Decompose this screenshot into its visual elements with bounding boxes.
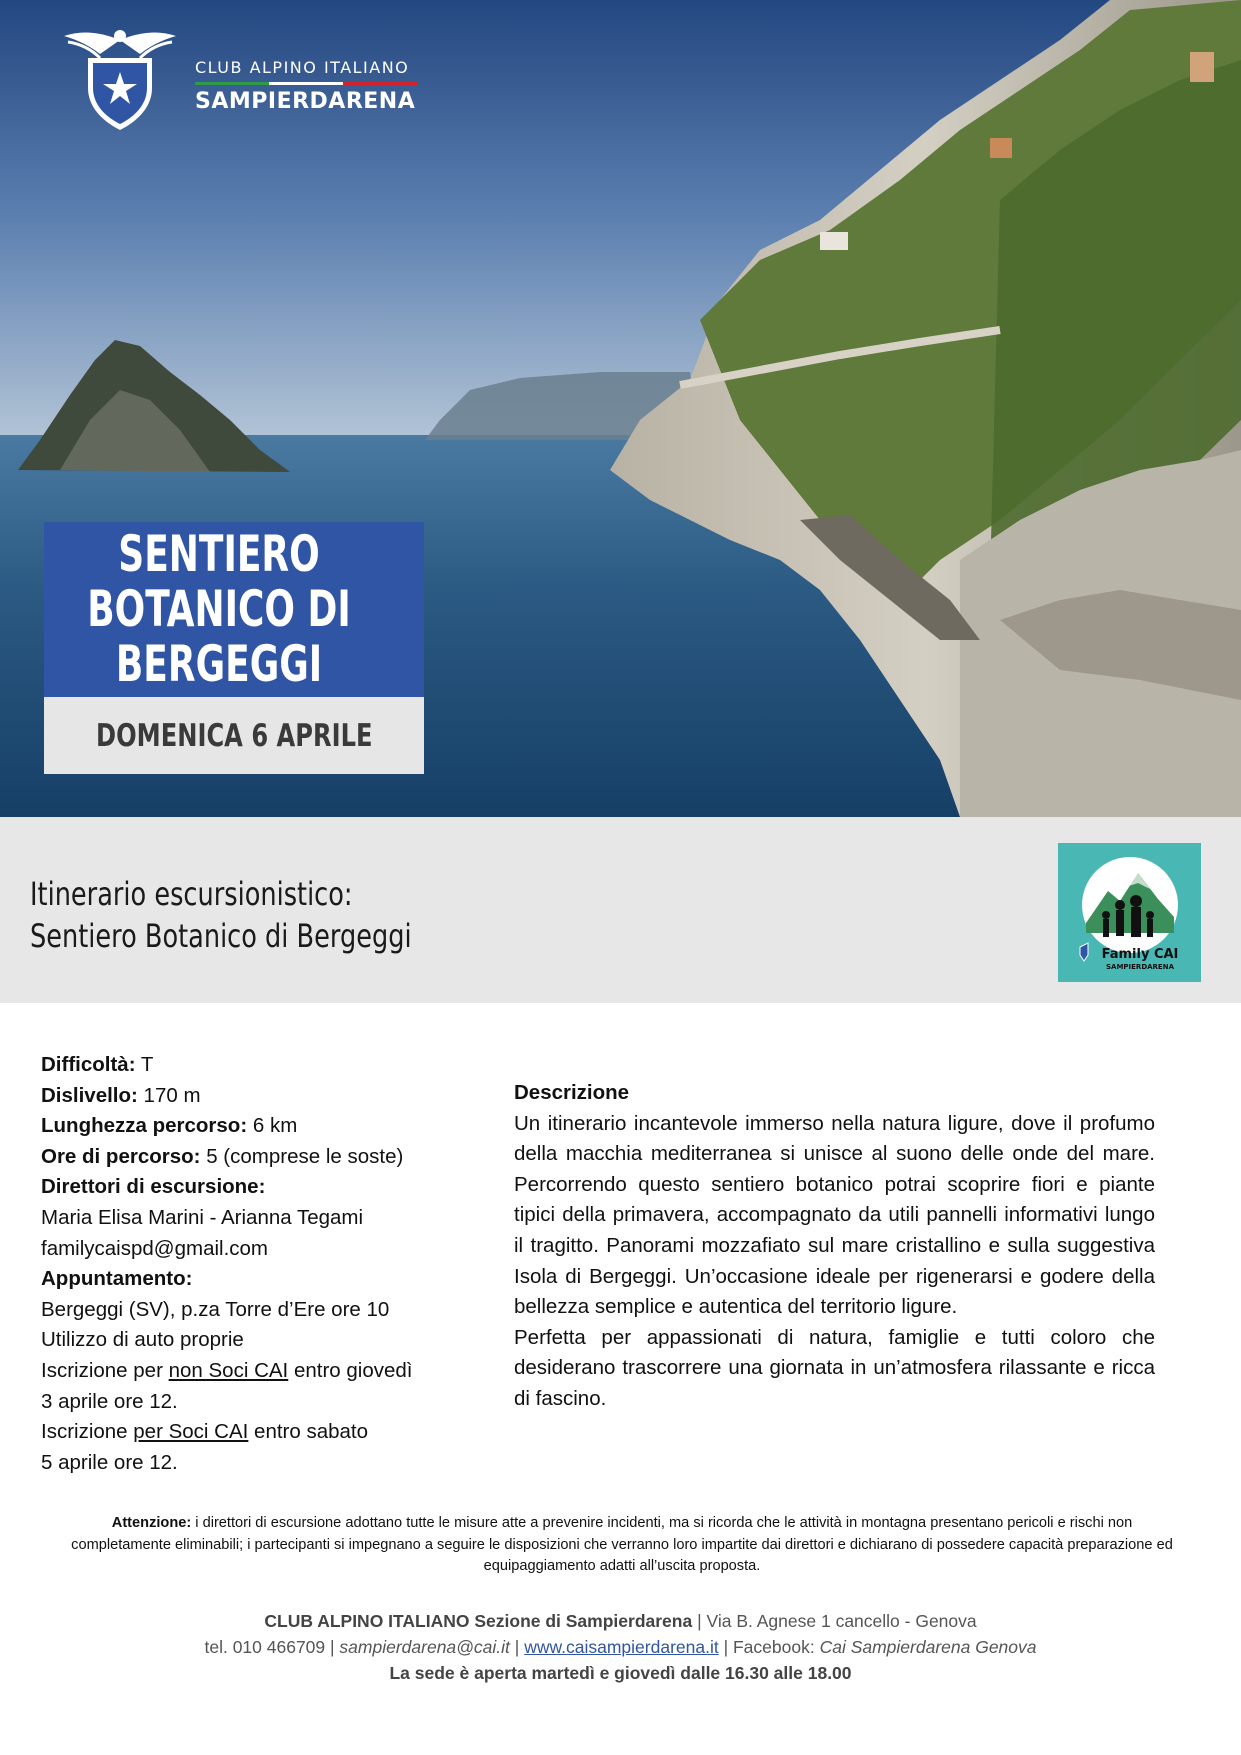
warning-text: i direttori di escursione adottano tutte le misure atte a prevenire incidenti, ma si ricorda che le attività in montagna presentano pericoli e rischi non completamente eliminabili; i partecipanti si impegnano a seguire le disposizioni che verranno loro impartite dai direttori e dichiarano di possedere capacità preparazione ed equipaggiamento adatti all’uscita proposta. [71,1515,1173,1574]
event-title: SENTIERO BOTANICO DI BERGEGGI [87,525,351,693]
brand-name [195,58,417,114]
brand-line-2: SAMPIERDARENA [195,89,416,114]
registration-non-members: Iscrizione per non Soci CAI entro giovedì [41,1358,413,1382]
brand-line-1: CLUB ALPINO ITALIANO [195,58,410,77]
footer-address: | Via B. Agnese 1 cancello - Genova [692,1611,977,1631]
detail-length [41,1111,471,1142]
hours-value: 5 (comprese le soste) [200,1144,404,1168]
family-cai-logo [1058,843,1201,982]
difficulty-value: T [135,1053,154,1076]
itinerary-band [0,817,1241,1003]
event-details [41,1050,471,1478]
detail-difficulty [41,1050,471,1081]
registration-non-members-date: 3 aprile ore 12. [41,1389,178,1413]
itinerary-heading [30,873,507,957]
event-date-box [44,697,424,774]
footer-line-2: tel. 010 466709 | sampierdarena@cai.it | www.caisampierdarena.it | Facebook: Cai Sampierdarena Genova [204,1637,1037,1657]
footer-phone: tel. 010 466709 | [204,1637,340,1657]
description-paragraph-2: Perfetta per appassionati di natura, famiglie e tutti coloro che desiderano trascorrere una giornata in un’atmosfera rilassante e ricca di fascino. [514,1325,1155,1410]
event-title-box [44,522,424,697]
directors-names: Maria Elisa Marini - Arianna Tegami [41,1205,364,1229]
hours-label: Ore di percorso: [41,1144,201,1168]
non-members-link[interactable]: non Soci CAI [168,1358,289,1382]
italian-flag-stripe [195,82,417,85]
footer-line-1 [0,1608,1241,1634]
footer-org: CLUB ALPINO ITALIANO Sezione di Sampierdarena [264,1611,693,1631]
registration-members: Iscrizione per Soci CAI entro sabato [41,1420,369,1444]
itinerary-line-1: Itinerario escursionistico: [30,875,353,913]
footer [0,1608,1241,1686]
event-date: DOMENICA 6 APRILE [95,717,373,754]
description-heading: Descrizione [514,1081,630,1104]
hero-image [0,0,1241,817]
length-value: 6 km [247,1114,298,1138]
family-logo-line-1: Family CAI [1101,947,1179,962]
meeting-label: Appuntamento: [41,1267,193,1291]
difficulty-label: Difficoltà: [41,1053,136,1076]
length-label: Lunghezza percorso: [41,1114,248,1138]
detail-elevation [41,1081,471,1112]
description [514,1078,1155,1415]
description-paragraph-1: Un itinerario incantevole immerso nella natura ligure, dove il profumo della macchia mediterranea si unisce al suono delle onde del mare. Percorrendo questo sentiero botanico potrai scoprire fiori e piante tipici della primavera, accompagnato da utili pannelli informativi lungo il tragitto. Panorami mozzafiato sul mare cristallino e sulla suggestiva Isola di Bergeggi. Un’occasione ideale per rigenerarsi e godere della bellezza semplice e autentica del territorio ligure. [514,1111,1155,1319]
footer-opening-hours: La sede è aperta martedì e giovedì dalle 16.30 alle 18.00 [389,1663,852,1683]
family-hikers-icon [1058,843,1201,982]
transport-note: Utilizzo di auto proprie [41,1328,244,1352]
itinerary-line-2: Sentiero Botanico di Bergeggi [30,917,412,955]
footer-facebook[interactable]: Cai Sampierdarena Genova [819,1637,1037,1657]
footer-website-link[interactable]: www.caisampierdarena.it [524,1637,719,1657]
elevation-label: Dislivello: [41,1083,138,1107]
directors-label: Direttori di escursione: [41,1175,266,1199]
meeting-place: Bergeggi (SV), p.za Torre d’Ere ore 10 [41,1297,390,1321]
warning-label: Attenzione: [111,1515,192,1531]
elevation-value: 170 m [137,1083,201,1107]
safety-warning [62,1513,1182,1578]
detail-hours [41,1142,471,1173]
footer-email[interactable]: sampierdarena@cai.it [339,1637,510,1657]
family-logo-line-2: SAMPIERDARENA [1105,963,1175,971]
members-link[interactable]: per Soci CAI [133,1420,249,1444]
cai-eagle-shield-icon [60,20,180,135]
registration-members-date: 5 aprile ore 12. [41,1450,178,1474]
directors-email[interactable]: familycaispd@gmail.com [41,1236,269,1260]
cai-logo [60,20,180,135]
